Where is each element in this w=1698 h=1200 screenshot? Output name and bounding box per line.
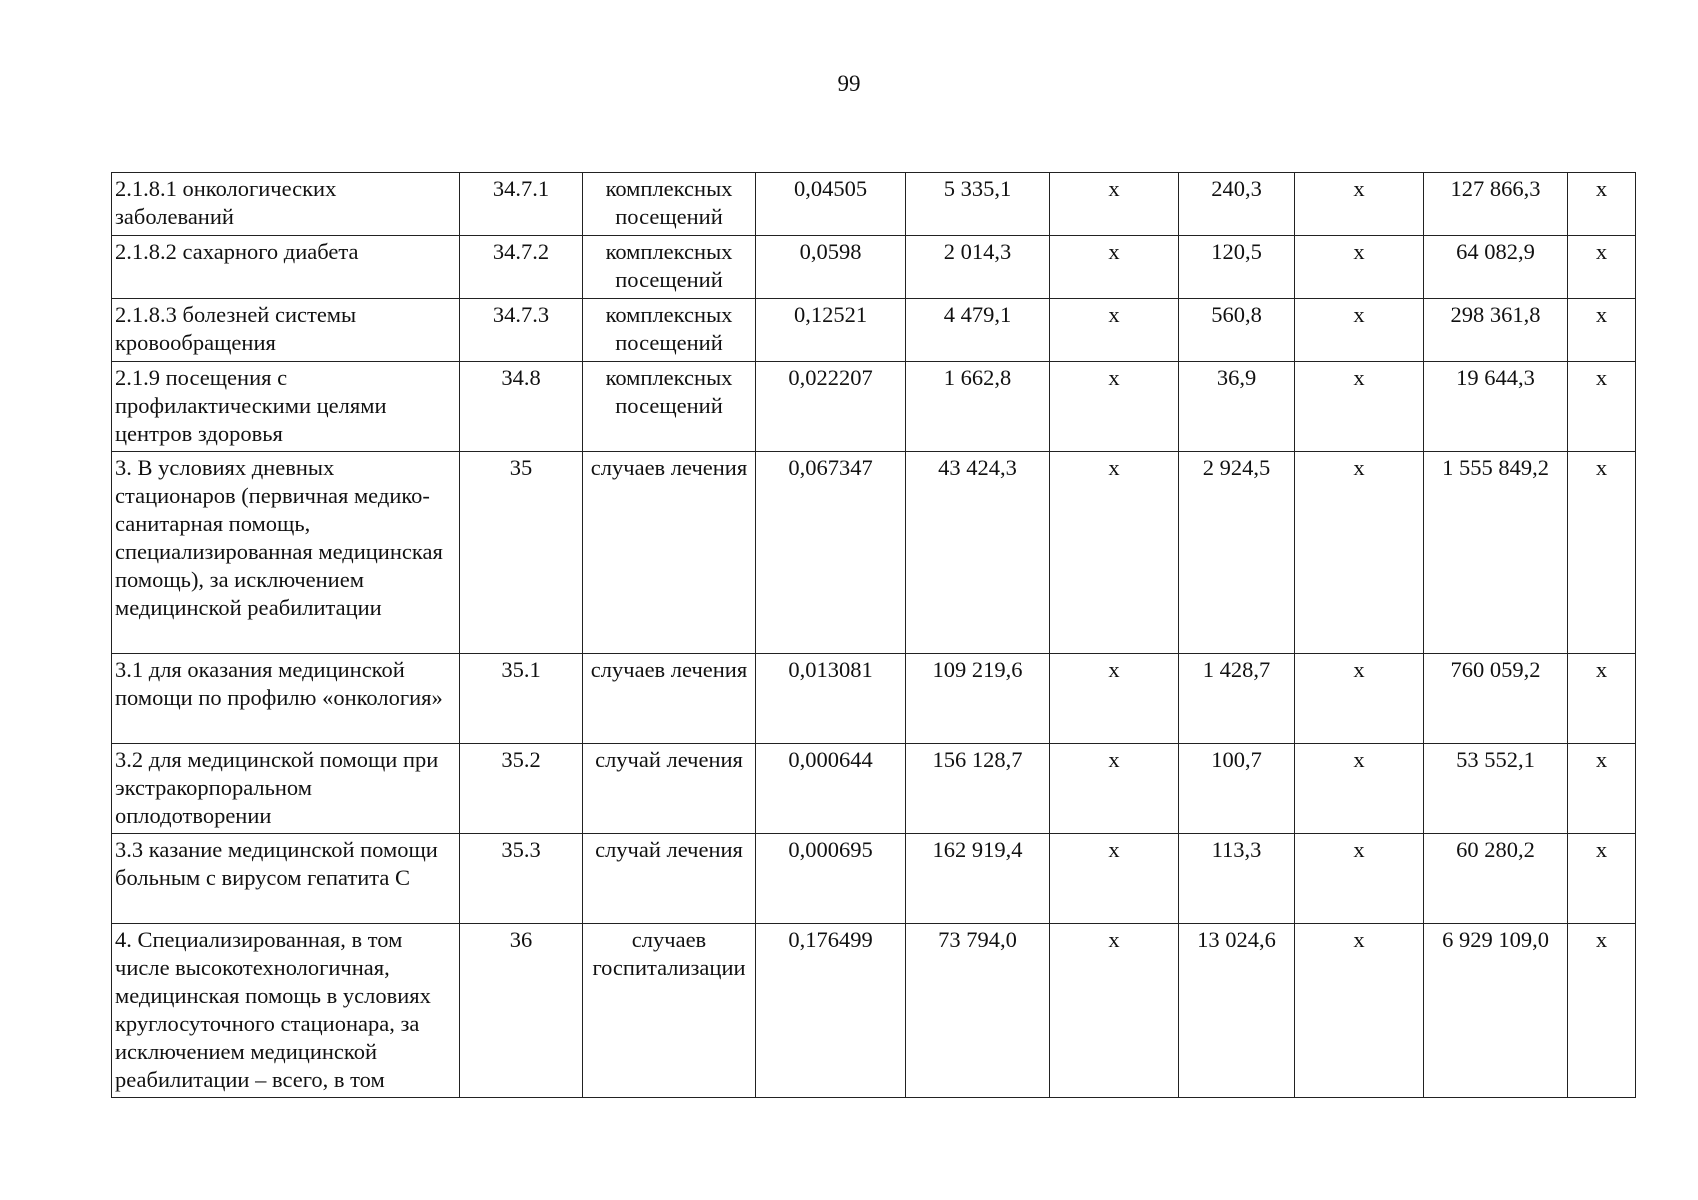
row-cross: х xyxy=(1050,362,1179,452)
row-cross: х xyxy=(1568,654,1636,744)
row-cost: 2 014,3 xyxy=(906,236,1050,299)
row-norm: 0,12521 xyxy=(756,299,906,362)
row-code: 34.7.3 xyxy=(460,299,583,362)
table-row xyxy=(112,834,1636,924)
row-code: 35 xyxy=(460,452,583,654)
row-norm: 0,013081 xyxy=(756,654,906,744)
row-unit: комплексных посещений xyxy=(583,362,756,452)
row-cross: х xyxy=(1295,924,1424,1098)
row-per-capita: 560,8 xyxy=(1179,299,1295,362)
row-cross: х xyxy=(1568,362,1636,452)
row-per-capita: 100,7 xyxy=(1179,744,1295,834)
row-cost: 5 335,1 xyxy=(906,173,1050,236)
row-cross: х xyxy=(1295,173,1424,236)
row-cost: 156 128,7 xyxy=(906,744,1050,834)
row-cost: 4 479,1 xyxy=(906,299,1050,362)
row-code: 35.3 xyxy=(460,834,583,924)
row-cross: х xyxy=(1295,452,1424,654)
row-unit: случаев лечения xyxy=(583,654,756,744)
row-unit: комплексных посещений xyxy=(583,236,756,299)
row-norm: 0,000644 xyxy=(756,744,906,834)
row-cross: х xyxy=(1568,299,1636,362)
row-unit: случай лечения xyxy=(583,744,756,834)
row-cross: х xyxy=(1050,924,1179,1098)
row-total: 1 555 849,2 xyxy=(1424,452,1568,654)
row-per-capita: 36,9 xyxy=(1179,362,1295,452)
row-total: 127 866,3 xyxy=(1424,173,1568,236)
row-code: 34.7.2 xyxy=(460,236,583,299)
row-unit: случаев госпитализации xyxy=(583,924,756,1098)
row-code: 35.1 xyxy=(460,654,583,744)
row-cost: 162 919,4 xyxy=(906,834,1050,924)
row-code: 34.8 xyxy=(460,362,583,452)
row-norm: 0,067347 xyxy=(756,452,906,654)
row-cost: 1 662,8 xyxy=(906,362,1050,452)
row-name: 2.1.9 посещения с профилактическими целями центров здоровья xyxy=(112,362,460,452)
row-cross: х xyxy=(1050,452,1179,654)
row-cross: х xyxy=(1568,744,1636,834)
row-name: 2.1.8.1 онкологических заболеваний xyxy=(112,173,460,236)
row-cross: х xyxy=(1295,236,1424,299)
row-cross: х xyxy=(1295,834,1424,924)
row-per-capita: 240,3 xyxy=(1179,173,1295,236)
row-name: 3.3 казание медицинской помощи больным с вирусом гепатита С xyxy=(112,834,460,924)
row-code: 35.2 xyxy=(460,744,583,834)
row-per-capita: 2 924,5 xyxy=(1179,452,1295,654)
row-cross: х xyxy=(1050,654,1179,744)
row-cost: 73 794,0 xyxy=(906,924,1050,1098)
row-per-capita: 1 428,7 xyxy=(1179,654,1295,744)
row-cross: х xyxy=(1568,236,1636,299)
row-norm: 0,022207 xyxy=(756,362,906,452)
table-row xyxy=(112,173,1636,236)
row-total: 760 059,2 xyxy=(1424,654,1568,744)
row-cross: х xyxy=(1295,362,1424,452)
row-total: 53 552,1 xyxy=(1424,744,1568,834)
row-norm: 0,000695 xyxy=(756,834,906,924)
row-norm: 0,0598 xyxy=(756,236,906,299)
row-total: 298 361,8 xyxy=(1424,299,1568,362)
table-row xyxy=(112,452,1636,654)
row-cross: х xyxy=(1295,654,1424,744)
row-cost: 43 424,3 xyxy=(906,452,1050,654)
row-cross: х xyxy=(1568,924,1636,1098)
row-cross: х xyxy=(1568,834,1636,924)
row-cross: х xyxy=(1050,834,1179,924)
row-name: 4. Специализированная, в том числе высокотехнологичная, медицинская помощь в условиях круглосуточного стационара, за исключением медицинской реабилитации – всего, в том xyxy=(112,924,460,1098)
row-total: 19 644,3 xyxy=(1424,362,1568,452)
table-row xyxy=(112,236,1636,299)
row-unit: комплексных посещений xyxy=(583,299,756,362)
row-total: 64 082,9 xyxy=(1424,236,1568,299)
row-code: 34.7.1 xyxy=(460,173,583,236)
table-row xyxy=(112,362,1636,452)
row-code: 36 xyxy=(460,924,583,1098)
row-unit: случай лечения xyxy=(583,834,756,924)
row-unit: комплексных посещений xyxy=(583,173,756,236)
row-cost: 109 219,6 xyxy=(906,654,1050,744)
row-norm: 0,04505 xyxy=(756,173,906,236)
row-cross: х xyxy=(1295,299,1424,362)
row-unit: случаев лечения xyxy=(583,452,756,654)
row-cross: х xyxy=(1568,173,1636,236)
row-name: 2.1.8.2 сахарного диабета xyxy=(112,236,460,299)
row-cross: х xyxy=(1050,299,1179,362)
table-row xyxy=(112,299,1636,362)
row-total: 60 280,2 xyxy=(1424,834,1568,924)
row-cross: х xyxy=(1050,173,1179,236)
row-per-capita: 113,3 xyxy=(1179,834,1295,924)
page-number: 99 xyxy=(837,71,861,96)
row-name: 3.1 для оказания медицинской помощи по профилю «онкология» xyxy=(112,654,460,744)
data-table xyxy=(111,172,1636,1098)
row-cross: х xyxy=(1050,236,1179,299)
row-name: 3. В условиях дневных стационаров (первичная медико-санитарная помощь, специализированная медицинская помощь), за исключением медицинской реабилитации xyxy=(112,452,460,654)
row-name: 2.1.8.3 болезней системы кровообращения xyxy=(112,299,460,362)
row-name: 3.2 для медицинской помощи при экстракорпоральном оплодотворении xyxy=(112,744,460,834)
table-row xyxy=(112,654,1636,744)
row-norm: 0,176499 xyxy=(756,924,906,1098)
row-per-capita: 13 024,6 xyxy=(1179,924,1295,1098)
row-cross: х xyxy=(1568,452,1636,654)
table-row xyxy=(112,744,1636,834)
table-row xyxy=(112,924,1636,1098)
row-per-capita: 120,5 xyxy=(1179,236,1295,299)
row-total: 6 929 109,0 xyxy=(1424,924,1568,1098)
row-cross: х xyxy=(1295,744,1424,834)
row-cross: х xyxy=(1050,744,1179,834)
